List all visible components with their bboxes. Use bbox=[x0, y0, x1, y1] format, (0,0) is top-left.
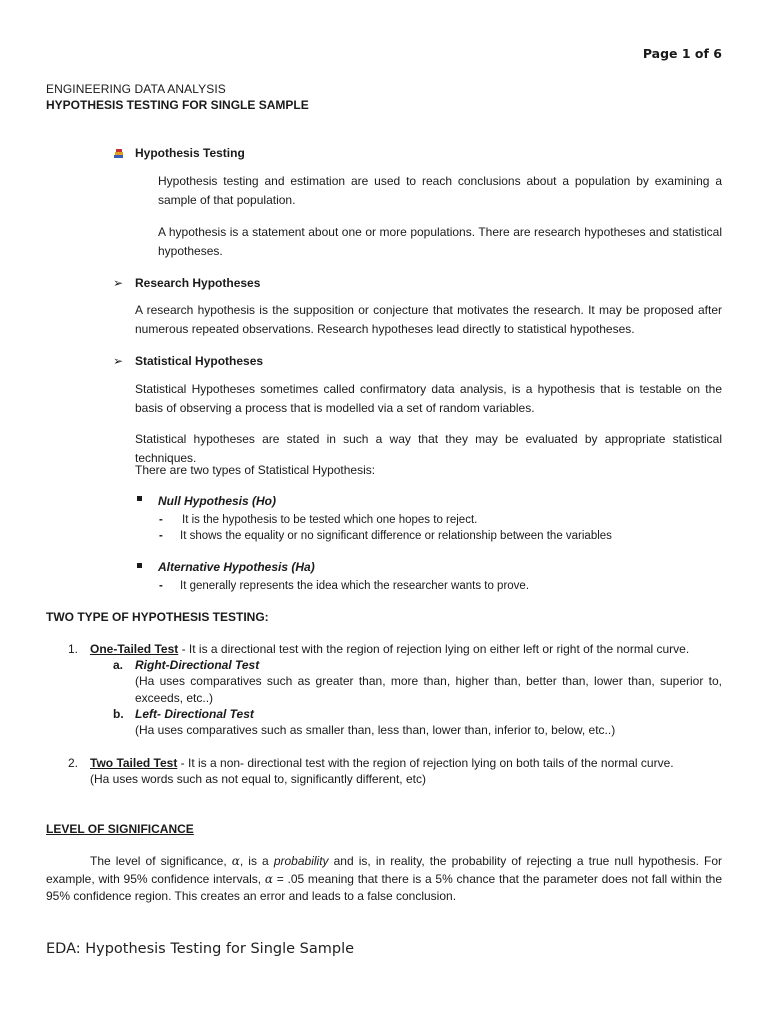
right-directional-desc: (Ha uses comparatives such as greater than, more than, higher than, better than, lower than, superior to, exceeds, etc..) bbox=[135, 674, 722, 705]
arrow-bullet-icon: ➢ bbox=[113, 276, 124, 290]
one-tailed-desc: - It is a directional test with the region of rejection lying on either left or right of the normal curve. bbox=[178, 642, 690, 656]
text-run: = .05 meaning that there is a 5% chance that the parameter does not fall within the 95% confidence region. This creates an error and leads to a false conclusion. bbox=[46, 871, 723, 903]
section-heading-hypothesis-testing: Hypothesis Testing bbox=[135, 146, 245, 160]
null-hypothesis-title: Null Hypothesis (Ho) bbox=[158, 494, 277, 508]
left-directional-title: Left- Directional Test bbox=[135, 707, 254, 721]
list-number: 1. bbox=[68, 642, 79, 656]
left-directional-desc: (Ha uses comparatives such as smaller than, less than, lower than, inferior to, below, etc..) bbox=[135, 723, 616, 737]
alpha-symbol: α bbox=[264, 871, 273, 886]
list-item: It is the hypothesis to be tested which one hopes to reject. bbox=[182, 514, 478, 526]
course-title: ENGINEERING DATA ANALYSIS bbox=[46, 82, 226, 96]
paragraph: Hypothesis testing and estimation are used to reach conclusions about a population by examining a sample of that population. bbox=[158, 174, 722, 207]
alpha-symbol: α bbox=[231, 854, 240, 868]
significance-paragraph bbox=[46, 853, 722, 906]
paragraph: There are two types of Statistical Hypothesis: bbox=[135, 463, 376, 477]
section-heading-two-type: TWO TYPE OF HYPOTHESIS TESTING: bbox=[46, 610, 269, 624]
section-heading-significance: LEVEL OF SIGNIFICANCE bbox=[46, 822, 194, 836]
page-footer: EDA: Hypothesis Testing for Single Sample bbox=[46, 941, 355, 957]
paragraph: Statistical hypotheses are stated in such a way that they may be evaluated by appropriate statistical techniques. bbox=[135, 432, 722, 465]
square-bullet-icon bbox=[137, 563, 142, 568]
alternative-hypothesis-title: Alternative Hypothesis (Ha) bbox=[158, 560, 315, 574]
two-tailed-title: Two Tailed Test bbox=[90, 756, 178, 770]
page-number: Page 1 of 6 bbox=[642, 46, 722, 61]
list-item-two-tailed bbox=[90, 756, 730, 770]
dash-bullet: - bbox=[159, 514, 163, 526]
list-item-one-tailed bbox=[90, 642, 730, 656]
paragraph: A research hypothesis is the supposition or conjecture that motivates the research. It may be proposed after numerous repeated observations. Research hypotheses lead directly to statistical hypotheses. bbox=[135, 303, 722, 336]
document-title: HYPOTHESIS TESTING FOR SINGLE SAMPLE bbox=[46, 98, 309, 112]
one-tailed-title: One-Tailed Test bbox=[90, 642, 179, 656]
two-tailed-desc-2: (Ha uses words such as not equal to, significantly different, etc) bbox=[90, 772, 426, 786]
right-directional-title: Right-Directional Test bbox=[135, 658, 260, 672]
sub-label: a. bbox=[113, 658, 124, 672]
book-stack-icon bbox=[113, 146, 124, 164]
text-run: , is a bbox=[239, 854, 274, 868]
sub-label: b. bbox=[113, 707, 124, 721]
list-number: 2. bbox=[68, 756, 79, 770]
square-bullet-icon bbox=[137, 496, 142, 501]
dash-bullet: - bbox=[159, 580, 163, 592]
text-run: and is, in reality, the probability of rejecting a true null hypothesis. For example, with 95% confidence intervals, bbox=[46, 854, 722, 886]
section-heading-statistical: Statistical Hypotheses bbox=[135, 354, 264, 368]
text-run: The level of significance, bbox=[90, 854, 232, 868]
dash-bullet: - bbox=[159, 530, 163, 542]
arrow-bullet-icon: ➢ bbox=[113, 354, 124, 368]
two-tailed-desc: - It is a non- directional test with the region of rejection lying on both tails of the normal curve. bbox=[177, 756, 674, 770]
text-run: probability bbox=[273, 854, 329, 868]
list-item: It shows the equality or no significant difference or relationship between the variables bbox=[180, 530, 612, 542]
list-item: It generally represents the idea which the researcher wants to prove. bbox=[180, 580, 530, 592]
section-heading-research: Research Hypotheses bbox=[135, 276, 261, 290]
paragraph: Statistical Hypotheses sometimes called confirmatory data analysis, is a hypothesis that is testable on the basis of observing a process that is modelled via a set of random variables. bbox=[135, 382, 722, 415]
paragraph: A hypothesis is a statement about one or more populations. There are research hypotheses and statistical hypotheses. bbox=[158, 225, 722, 258]
